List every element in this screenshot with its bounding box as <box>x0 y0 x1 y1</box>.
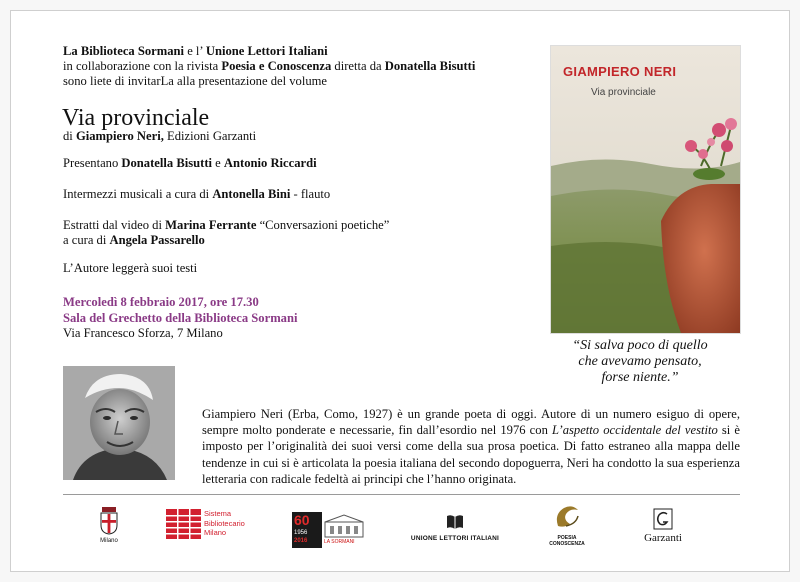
sormani-building-icon <box>324 514 364 538</box>
header-directed-text: diretta da <box>331 59 385 73</box>
ulit-label: UNIONE LETTORI ITALIANI <box>410 535 500 542</box>
presenters-conj: e <box>212 156 224 170</box>
book-publisher: Edizioni Garzanti <box>163 129 257 143</box>
poesia-conoscenza-logo <box>545 504 589 547</box>
event-venue: Sala del Grechetto della Biblioteca Sormani <box>63 311 298 325</box>
book-byline <box>63 129 256 144</box>
bio-book-title: L’aspetto occidentale del vestito <box>551 423 718 438</box>
milano-label: Milano <box>100 538 118 544</box>
bio-text-1: Giampiero Neri (Erba, Como, 1927) è un grande poeta di oggi. Autore di un numero esiguo di opere, sempre molto ponderate e necessarie, fin dall’esordio nel 1976 con <box>202 407 740 438</box>
garzanti-logo <box>638 508 688 544</box>
video-title: “Conversazioni poetiche” <box>256 218 390 232</box>
poesia-ornament-icon <box>552 504 582 530</box>
event-date: Mercoledì 8 febbraio 2017, ore 17.30 <box>63 295 259 309</box>
quote-line-2: che avevamo pensato, <box>578 354 702 369</box>
director-name: Donatella Bisutti <box>384 59 476 73</box>
milano-crest-icon <box>99 505 119 535</box>
video-line-1 <box>63 218 389 233</box>
org-sormani: La Biblioteca Sormani <box>63 44 185 58</box>
sormani-60: 60 <box>294 512 310 528</box>
org-unione: Unione Lettori Italiani <box>205 44 328 58</box>
video-author: Marina Ferrante <box>165 218 257 232</box>
presenter-1: Donatella Bisutti <box>121 156 213 170</box>
footer-divider <box>63 494 740 495</box>
presenters-prefix: Presentano <box>63 156 122 170</box>
poesia-label-2: CONOSCENZA <box>549 541 585 547</box>
garzanti-mark-icon <box>653 508 673 530</box>
author-portrait <box>63 366 175 480</box>
bio-text-2: si è imposto per l’originalità dei suoi versi come della sua prosa poetica. Di fatto estraneo alla mappa delle tendenze in cui si è articolata la poesia italiana del secondo dopoguerra, Neri ha condotto la sua esperienza letteraria con radicale fedeltà ai principi che l’hanno originata. <box>202 423 740 486</box>
byline-prefix: di <box>63 129 76 143</box>
curator-name: Angela Passarello <box>109 233 205 247</box>
book-cover-image <box>550 45 741 334</box>
quote-block <box>540 338 740 386</box>
magazine-name: Poesia e Conoscenza <box>221 59 332 73</box>
reading-note: L’Autore leggerà suoi testi <box>63 261 198 275</box>
header-conj: e l’ <box>184 44 206 58</box>
event-address: Via Francesco Sforza, 7 Milano <box>63 326 223 340</box>
cover-author: GIAMPIERO NERI <box>563 64 677 79</box>
sistema-label-3: Milano <box>204 528 227 537</box>
sormani-year-1: 1956 <box>294 530 308 536</box>
cover-title: Via provinciale <box>591 87 656 98</box>
open-book-icon <box>446 514 464 530</box>
header-line-1 <box>63 44 328 59</box>
author-bio <box>202 406 740 487</box>
header-collab-text: in collaborazione con la rivista <box>63 59 222 73</box>
presenter-2: Antonio Riccardi <box>223 156 317 170</box>
music-prefix: Intermezzi musicali a cura di <box>63 187 213 201</box>
milano-logo <box>94 505 124 544</box>
quote-line-1: “Si salva poco di quello <box>572 338 708 353</box>
book-title: Via provinciale <box>62 105 210 131</box>
ulit-logo <box>405 514 505 542</box>
curator-prefix: a cura di <box>63 233 110 247</box>
sormani-60-logo <box>292 512 366 548</box>
music-instrument: - flauto <box>290 187 331 201</box>
music-line <box>63 187 330 202</box>
sormani-name: LA SORMANI <box>324 539 355 545</box>
sistema-label <box>204 509 245 538</box>
poesia-label <box>545 535 589 547</box>
sormani-year-2: 2016 <box>294 538 308 544</box>
quote-line-3: forse niente.” <box>601 370 679 385</box>
book-author: Giampiero Neri, <box>75 129 164 143</box>
presenters-line <box>63 156 317 171</box>
video-line-2 <box>63 233 205 248</box>
sistema-grid-icon <box>166 509 201 539</box>
sistema-label-2: Bibliotecario <box>204 518 245 528</box>
garzanti-label: Garzanti <box>644 532 682 544</box>
header-line-2 <box>63 59 475 74</box>
header-line-3: sono liete di invitarLa alla presentazione del volume <box>63 74 328 88</box>
musician-name: Antonella Bini <box>212 187 291 201</box>
portrait-art <box>63 366 175 480</box>
sistema-label-1: Sistema <box>204 509 232 518</box>
video-prefix: Estratti dal video di <box>63 218 166 232</box>
poesia-label-1: POESIA <box>557 535 577 541</box>
